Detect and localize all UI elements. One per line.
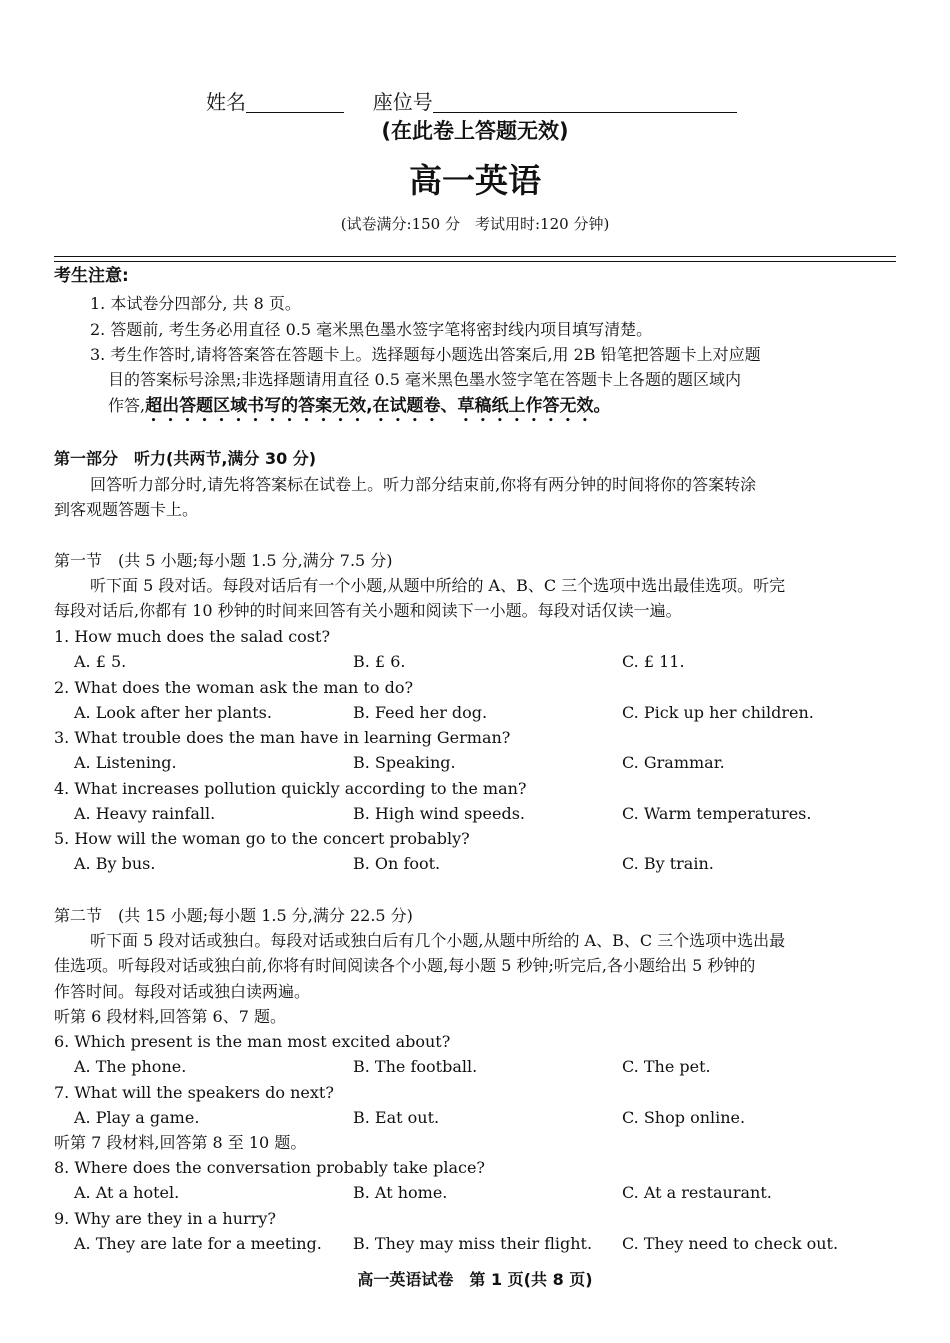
notice-item-1: 1. 本试卷分四部分, 共 8 页。 xyxy=(90,294,301,313)
section2-heading: 第二节 (共 15 小题;每小题 1.5 分,满分 22.5 分) xyxy=(54,906,413,925)
name-blank xyxy=(246,92,344,113)
question-5: 5. How will the woman go to the concert probably? xyxy=(54,829,470,848)
page-title: 高一英语 xyxy=(409,161,541,200)
q8-option-b: B. At home. xyxy=(353,1183,448,1202)
material-7-instruction: 听第 7 段材料,回答第 8 至 10 题。 xyxy=(54,1133,307,1152)
seat-blank xyxy=(433,92,737,113)
part1-intro-line1: 回答听力部分时,请先将答案标在试卷上。听力部分结束前,你将有两分钟的时间将你的答案转涂 xyxy=(90,475,757,494)
question-1: 1. How much does the salad cost? xyxy=(54,627,331,646)
notice-heading: 考生注意: xyxy=(54,266,129,286)
q2-option-c: C. Pick up her children. xyxy=(622,703,814,722)
section1-heading: 第一节 (共 5 小题;每小题 1.5 分,满分 7.5 分) xyxy=(54,551,393,570)
invalid-warning: (在此卷上答题无效) xyxy=(381,119,569,143)
part1-intro-line2: 到客观题答题卡上。 xyxy=(54,500,199,519)
section2-intro-line2: 佳选项。听每段对话或独白前,你将有时间阅读各个小题,每小题 5 秒钟;听完后,各小题给出 5 秒钟的 xyxy=(54,956,756,975)
q5-option-b: B. On foot. xyxy=(353,854,441,873)
q8-option-a: A. At a hotel. xyxy=(74,1183,180,1202)
q3-option-b: B. Speaking. xyxy=(353,753,456,772)
q5-option-a: A. By bus. xyxy=(74,854,156,873)
question-7: 7. What will the speakers do next? xyxy=(54,1083,334,1102)
q6-option-a: A. The phone. xyxy=(74,1057,187,1076)
q9-option-b: B. They may miss their flight. xyxy=(353,1234,593,1253)
question-2: 2. What does the woman ask the man to do? xyxy=(54,678,414,697)
q7-option-b: B. Eat out. xyxy=(353,1108,440,1127)
name-label: 姓名 xyxy=(206,90,246,114)
section1-intro-line2: 每段对话后,你都有 10 秒钟的时间来回答有关小题和阅读下一小题。每段对话仅读一遍。 xyxy=(54,601,682,620)
name-seat-row xyxy=(206,88,737,116)
notice-plain-text: 作答, xyxy=(108,396,146,415)
q1-option-b: B. £ 6. xyxy=(353,652,406,671)
question-9: 9. Why are they in a hurry? xyxy=(54,1209,276,1228)
q2-option-b: B. Feed her dog. xyxy=(353,703,488,722)
q1-option-a: A. £ 5. xyxy=(74,652,127,671)
question-4: 4. What increases pollution quickly according to the man? xyxy=(54,779,527,798)
exam-info: (试卷满分:150 分 考试用时:120 分钟) xyxy=(340,215,610,233)
section1-intro-line1: 听下面 5 段对话。每段对话后有一个小题,从题中所给的 A、B、C 三个选项中选出最佳选项。听完 xyxy=(90,576,786,595)
q5-option-c: C. By train. xyxy=(622,854,714,873)
page-footer: 高一英语试卷 第 1 页(共 8 页) xyxy=(357,1270,593,1289)
double-rule xyxy=(54,256,896,262)
part1-heading: 第一部分 听力(共两节,满分 30 分) xyxy=(54,449,317,468)
question-3: 3. What trouble does the man have in learning German? xyxy=(54,728,511,747)
q7-option-c: C. Shop online. xyxy=(622,1108,746,1127)
q2-option-a: A. Look after her plants. xyxy=(74,703,272,722)
question-6: 6. Which present is the man most excited about? xyxy=(54,1032,451,1051)
section2-intro-line3: 作答时间。每段对话或独白读两遍。 xyxy=(54,982,311,1001)
notice-item-3: 3. 考生作答时,请将答案答在答题卡上。选择题每小题选出答案后,用 2B 铅笔把答题卡上对应题 xyxy=(90,345,761,364)
notice-emphasis-text: 超出答题区域书写的答案无效,在试题卷、草稿纸上作答无效。 xyxy=(145,396,611,416)
q4-option-c: C. Warm temperatures. xyxy=(622,804,812,823)
q6-option-c: C. The pet. xyxy=(622,1057,711,1076)
notice-item-3-line2: 目的答案标号涂黑;非选择题请用直径 0.5 毫米黑色墨水签字笔在答题卡上各题的题区域内 xyxy=(108,370,742,389)
seat-label: 座位号 xyxy=(372,90,433,114)
q4-option-b: B. High wind speeds. xyxy=(353,804,526,823)
q8-option-c: C. At a restaurant. xyxy=(622,1183,772,1202)
q6-option-b: B. The football. xyxy=(353,1057,478,1076)
notice-item-3-line3 xyxy=(108,393,611,426)
q9-option-c: C. They need to check out. xyxy=(622,1234,839,1253)
q1-option-c: C. £ 11. xyxy=(622,652,685,671)
q3-option-c: C. Grammar. xyxy=(622,753,725,772)
question-8: 8. Where does the conversation probably take place? xyxy=(54,1158,485,1177)
q9-option-a: A. They are late for a meeting. xyxy=(74,1234,322,1253)
q7-option-a: A. Play a game. xyxy=(74,1108,200,1127)
section2-intro-line1: 听下面 5 段对话或独白。每段对话或独白后有几个小题,从题中所给的 A、B、C 三个选项中选出最 xyxy=(90,931,786,950)
notice-item-2: 2. 答题前, 考生务必用直径 0.5 毫米黑色墨水签字笔将密封线内项目填写清楚。 xyxy=(90,320,653,339)
q4-option-a: A. Heavy rainfall. xyxy=(74,804,216,823)
material-6-instruction: 听第 6 段材料,回答第 6、7 题。 xyxy=(54,1007,286,1026)
q3-option-a: A. Listening. xyxy=(74,753,177,772)
